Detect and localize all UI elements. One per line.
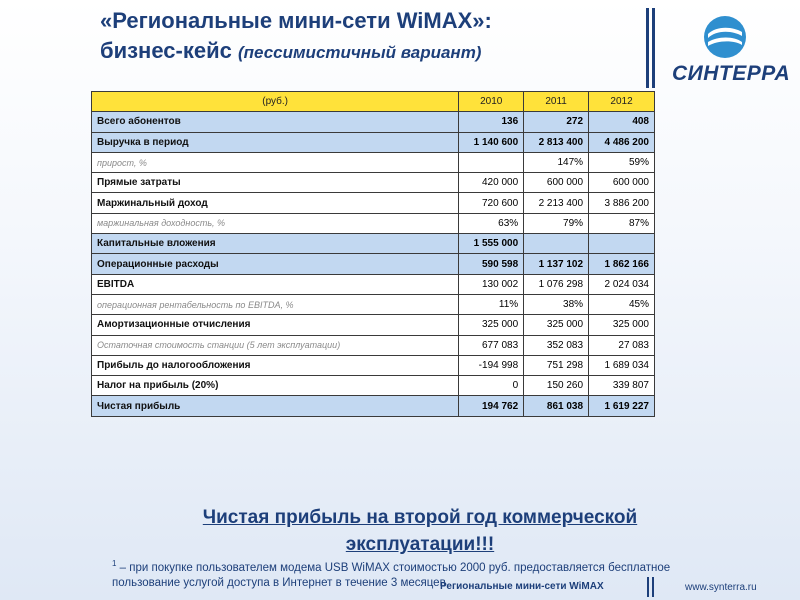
table-header-row xyxy=(92,92,655,112)
header-year: 2010 xyxy=(459,92,524,112)
row-label: прирост, % xyxy=(92,152,459,172)
synterra-logo-icon xyxy=(702,14,748,60)
row-label: Чистая прибыль xyxy=(92,396,459,416)
cell-value: 677 083 xyxy=(459,335,524,355)
cell-value: 600 000 xyxy=(589,173,655,193)
logo-text: СИНТЕРРА xyxy=(672,62,791,85)
cell-value: 147% xyxy=(524,152,589,172)
footer-divider xyxy=(647,577,649,597)
page-title: «Региональные мини-сети WiMAX»: xyxy=(100,8,492,33)
cell-value: 325 000 xyxy=(524,315,589,335)
table-row xyxy=(92,355,655,375)
divider-bar xyxy=(652,8,655,88)
cell-value: 600 000 xyxy=(524,173,589,193)
table-row xyxy=(92,112,655,132)
cell-value: 0 xyxy=(459,376,524,396)
cell-value: -194 998 xyxy=(459,355,524,375)
row-label: Выручка в период xyxy=(92,132,459,152)
cell-value: 1 137 102 xyxy=(524,254,589,274)
cell-value: 27 083 xyxy=(589,335,655,355)
footnote xyxy=(112,556,712,591)
footnote-mark: 1 xyxy=(112,559,117,568)
header-year: 2011 xyxy=(524,92,589,112)
cell-value: 2 024 034 xyxy=(589,274,655,294)
cell-value: 339 807 xyxy=(589,376,655,396)
row-label: Прямые затраты xyxy=(92,173,459,193)
cell-value: 4 486 200 xyxy=(589,132,655,152)
row-label: Операционные расходы xyxy=(92,254,459,274)
cell-value: 1 689 034 xyxy=(589,355,655,375)
cell-value: 38% xyxy=(524,294,589,314)
cell-value: 2 813 400 xyxy=(524,132,589,152)
cell-value: 130 002 xyxy=(459,274,524,294)
cell-value: 1 862 166 xyxy=(589,254,655,274)
table-row xyxy=(92,193,655,213)
cell-value: 59% xyxy=(589,152,655,172)
cell-value: 325 000 xyxy=(459,315,524,335)
company-logo xyxy=(672,14,791,94)
row-label: Амортизационные отчисления xyxy=(92,315,459,335)
header-unit: (руб.) xyxy=(92,92,459,112)
cell-value: 751 298 xyxy=(524,355,589,375)
page-subtitle xyxy=(100,38,481,64)
cell-value: 194 762 xyxy=(459,396,524,416)
row-label: Маржинальный доход xyxy=(92,193,459,213)
table-row xyxy=(92,294,655,314)
table-row xyxy=(92,234,655,254)
cell-value: 63% xyxy=(459,213,524,233)
row-label: EBITDA xyxy=(92,274,459,294)
cell-value: 79% xyxy=(524,213,589,233)
table-row xyxy=(92,254,655,274)
row-label: операционная рентабельность по EBITDA, % xyxy=(92,294,459,314)
cell-value: 1 076 298 xyxy=(524,274,589,294)
row-label: Налог на прибыль (20%) xyxy=(92,376,459,396)
cell-value: 2 213 400 xyxy=(524,193,589,213)
table-row xyxy=(92,173,655,193)
table-row xyxy=(92,132,655,152)
cell-value: 45% xyxy=(589,294,655,314)
row-label: маржинальная доходность, % xyxy=(92,213,459,233)
row-label: Прибыль до налогообложения xyxy=(92,355,459,375)
cell-value xyxy=(524,234,589,254)
cell-value: 136 xyxy=(459,112,524,132)
title-line2: бизнес-кейс xyxy=(100,38,232,63)
cell-value: 1 555 000 xyxy=(459,234,524,254)
cell-value: 1 619 227 xyxy=(589,396,655,416)
row-label: Капитальные вложения xyxy=(92,234,459,254)
header-year: 2012 xyxy=(589,92,655,112)
cell-value: 861 038 xyxy=(524,396,589,416)
conclusion-text: Чистая прибыль на второй год коммерческой эксплуатации!!! xyxy=(202,507,638,555)
footer-divider xyxy=(652,577,654,597)
cell-value: 590 598 xyxy=(459,254,524,274)
divider-bar xyxy=(646,8,649,88)
cell-value: 272 xyxy=(524,112,589,132)
footer-url[interactable]: www.synterra.ru xyxy=(685,582,757,593)
cell-value: 720 600 xyxy=(459,193,524,213)
cell-value: 408 xyxy=(589,112,655,132)
cell-value: 420 000 xyxy=(459,173,524,193)
row-label: Всего абонентов xyxy=(92,112,459,132)
table-row xyxy=(92,376,655,396)
table-row xyxy=(92,152,655,172)
title-variant: (пессимистичный вариант) xyxy=(237,43,482,62)
footer-brand: Региональные мини-сети WiMAX xyxy=(440,581,604,592)
cell-value: 11% xyxy=(459,294,524,314)
cell-value: 87% xyxy=(589,213,655,233)
business-case-table xyxy=(91,91,655,417)
cell-value: 1 140 600 xyxy=(459,132,524,152)
cell-value: 150 260 xyxy=(524,376,589,396)
cell-value: 325 000 xyxy=(589,315,655,335)
cell-value xyxy=(589,234,655,254)
table-row xyxy=(92,335,655,355)
cell-value xyxy=(459,152,524,172)
table-row xyxy=(92,274,655,294)
footnote-text: – при покупке пользователем модема USB WiMAX стоимостью 2000 руб. предоставляется бесплатное пользование услугой доступа в Интернет в течение 3 месяцев xyxy=(112,561,671,589)
cell-value: 352 083 xyxy=(524,335,589,355)
cell-value: 3 886 200 xyxy=(589,193,655,213)
table-row xyxy=(92,213,655,233)
row-label: Остаточная стоимость станции (5 лет эксплуатации) xyxy=(92,335,459,355)
table-row xyxy=(92,315,655,335)
table-row xyxy=(92,396,655,416)
